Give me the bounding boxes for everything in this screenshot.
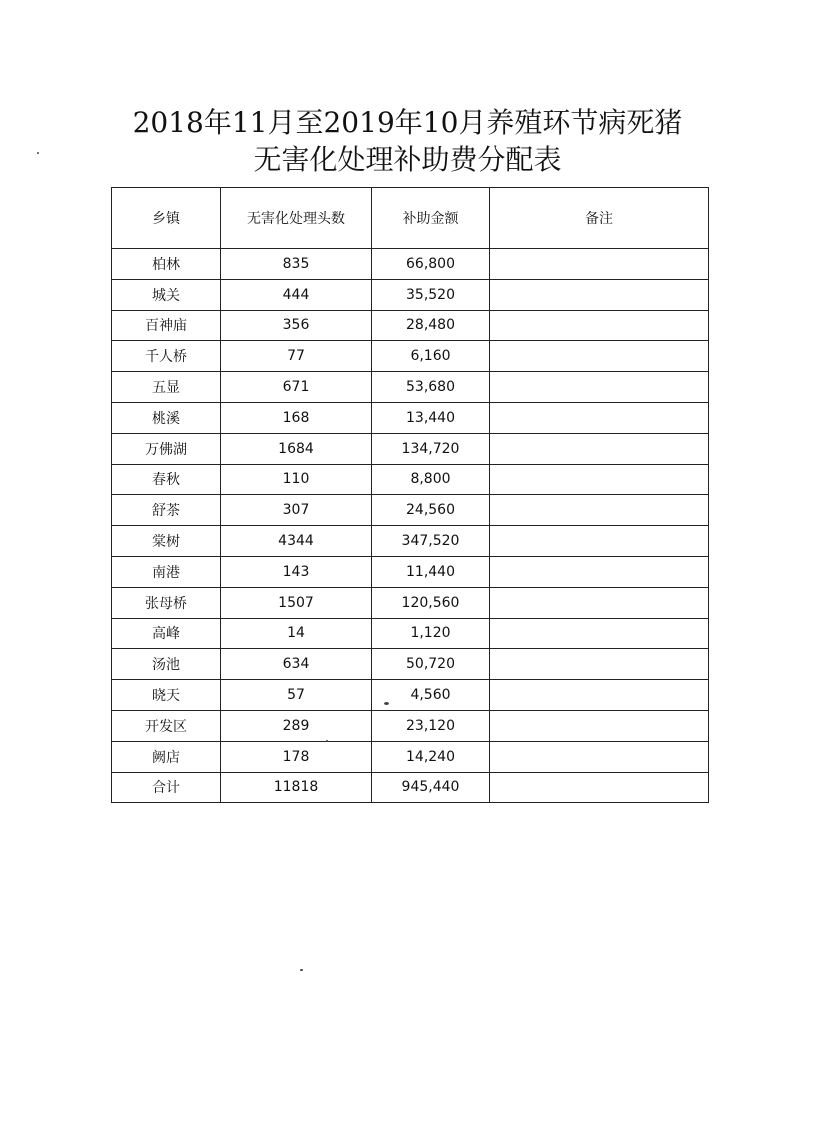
header-count: 无害化处理头数	[221, 188, 372, 249]
cell-town: 柏林	[112, 249, 221, 280]
cell-town: 晓天	[112, 680, 221, 711]
cell-note	[490, 526, 709, 557]
cell-note	[490, 310, 709, 341]
document-title-line2: 无害化处理补助费分配表	[253, 143, 562, 176]
cell-note	[490, 587, 709, 618]
cell-town: 城关	[112, 279, 221, 310]
cell-count: 835	[221, 249, 372, 280]
cell-amount: 8,800	[372, 464, 490, 495]
cell-count: 356	[221, 310, 372, 341]
table-row	[112, 526, 709, 557]
cell-count: 168	[221, 402, 372, 433]
table-row	[112, 587, 709, 618]
cell-amount: 134,720	[372, 433, 490, 464]
table-row	[112, 556, 709, 587]
cell-amount: 14,240	[372, 741, 490, 772]
table-row	[112, 741, 709, 772]
cell-note	[490, 372, 709, 403]
table-row	[112, 279, 709, 310]
cell-note	[490, 341, 709, 372]
cell-amount: 53,680	[372, 372, 490, 403]
cell-count: 444	[221, 279, 372, 310]
table-row	[112, 372, 709, 403]
cell-amount: 1,120	[372, 618, 490, 649]
cell-count: 14	[221, 618, 372, 649]
document-title-line1: 2018年11月至2019年10月养殖环节病死猪	[132, 106, 683, 139]
cell-count: 178	[221, 741, 372, 772]
table-row	[112, 618, 709, 649]
cell-count: 289	[221, 710, 372, 741]
cell-town: 合计	[112, 772, 221, 803]
cell-count: 110	[221, 464, 372, 495]
cell-note	[490, 464, 709, 495]
table-row	[112, 433, 709, 464]
scan-speck	[37, 152, 39, 154]
table-row	[112, 402, 709, 433]
scan-speck	[300, 969, 303, 971]
cell-amount: 347,520	[372, 526, 490, 557]
cell-amount: 23,120	[372, 710, 490, 741]
cell-count: 57	[221, 680, 372, 711]
cell-note	[490, 279, 709, 310]
cell-town: 万佛湖	[112, 433, 221, 464]
cell-count: 143	[221, 556, 372, 587]
cell-amount: 945,440	[372, 772, 490, 803]
cell-count: 4344	[221, 526, 372, 557]
cell-town: 舒茶	[112, 495, 221, 526]
cell-note	[490, 249, 709, 280]
cell-town: 张母桥	[112, 587, 221, 618]
cell-town: 阙店	[112, 741, 221, 772]
table-header-row	[112, 188, 709, 249]
cell-count: 671	[221, 372, 372, 403]
cell-note	[490, 433, 709, 464]
table-row	[112, 341, 709, 372]
cell-amount: 50,720	[372, 649, 490, 680]
cell-count: 77	[221, 341, 372, 372]
cell-town: 汤池	[112, 649, 221, 680]
cell-amount: 28,480	[372, 310, 490, 341]
cell-count: 11818	[221, 772, 372, 803]
table-row	[112, 495, 709, 526]
cell-amount: 24,560	[372, 495, 490, 526]
cell-count: 307	[221, 495, 372, 526]
cell-town: 开发区	[112, 710, 221, 741]
subsidy-allocation-table	[111, 187, 709, 803]
cell-amount: 13,440	[372, 402, 490, 433]
cell-amount: 11,440	[372, 556, 490, 587]
cell-town: 桃溪	[112, 402, 221, 433]
cell-town: 千人桥	[112, 341, 221, 372]
table-body	[112, 249, 709, 803]
cell-town: 高峰	[112, 618, 221, 649]
cell-count: 1507	[221, 587, 372, 618]
cell-note	[490, 741, 709, 772]
cell-town: 百神庙	[112, 310, 221, 341]
table-row	[112, 310, 709, 341]
cell-amount: 35,520	[372, 279, 490, 310]
cell-note	[490, 495, 709, 526]
cell-note	[490, 772, 709, 803]
scan-speck	[326, 740, 328, 742]
cell-town: 南港	[112, 556, 221, 587]
header-town: 乡镇	[112, 188, 221, 249]
cell-count: 1684	[221, 433, 372, 464]
header-note: 备注	[490, 188, 709, 249]
cell-town: 春秋	[112, 464, 221, 495]
cell-amount: 120,560	[372, 587, 490, 618]
table-row	[112, 680, 709, 711]
table-total-row	[112, 772, 709, 803]
scan-speck	[384, 702, 389, 705]
table-row	[112, 249, 709, 280]
header-amount: 补助金额	[372, 188, 490, 249]
cell-amount: 66,800	[372, 249, 490, 280]
cell-amount: 4,560	[372, 680, 490, 711]
cell-note	[490, 556, 709, 587]
table-row	[112, 710, 709, 741]
cell-amount: 6,160	[372, 341, 490, 372]
table-row	[112, 649, 709, 680]
cell-note	[490, 618, 709, 649]
cell-note	[490, 680, 709, 711]
cell-note	[490, 710, 709, 741]
cell-count: 634	[221, 649, 372, 680]
table-row	[112, 464, 709, 495]
cell-note	[490, 649, 709, 680]
cell-note	[490, 402, 709, 433]
cell-town: 棠树	[112, 526, 221, 557]
cell-town: 五显	[112, 372, 221, 403]
